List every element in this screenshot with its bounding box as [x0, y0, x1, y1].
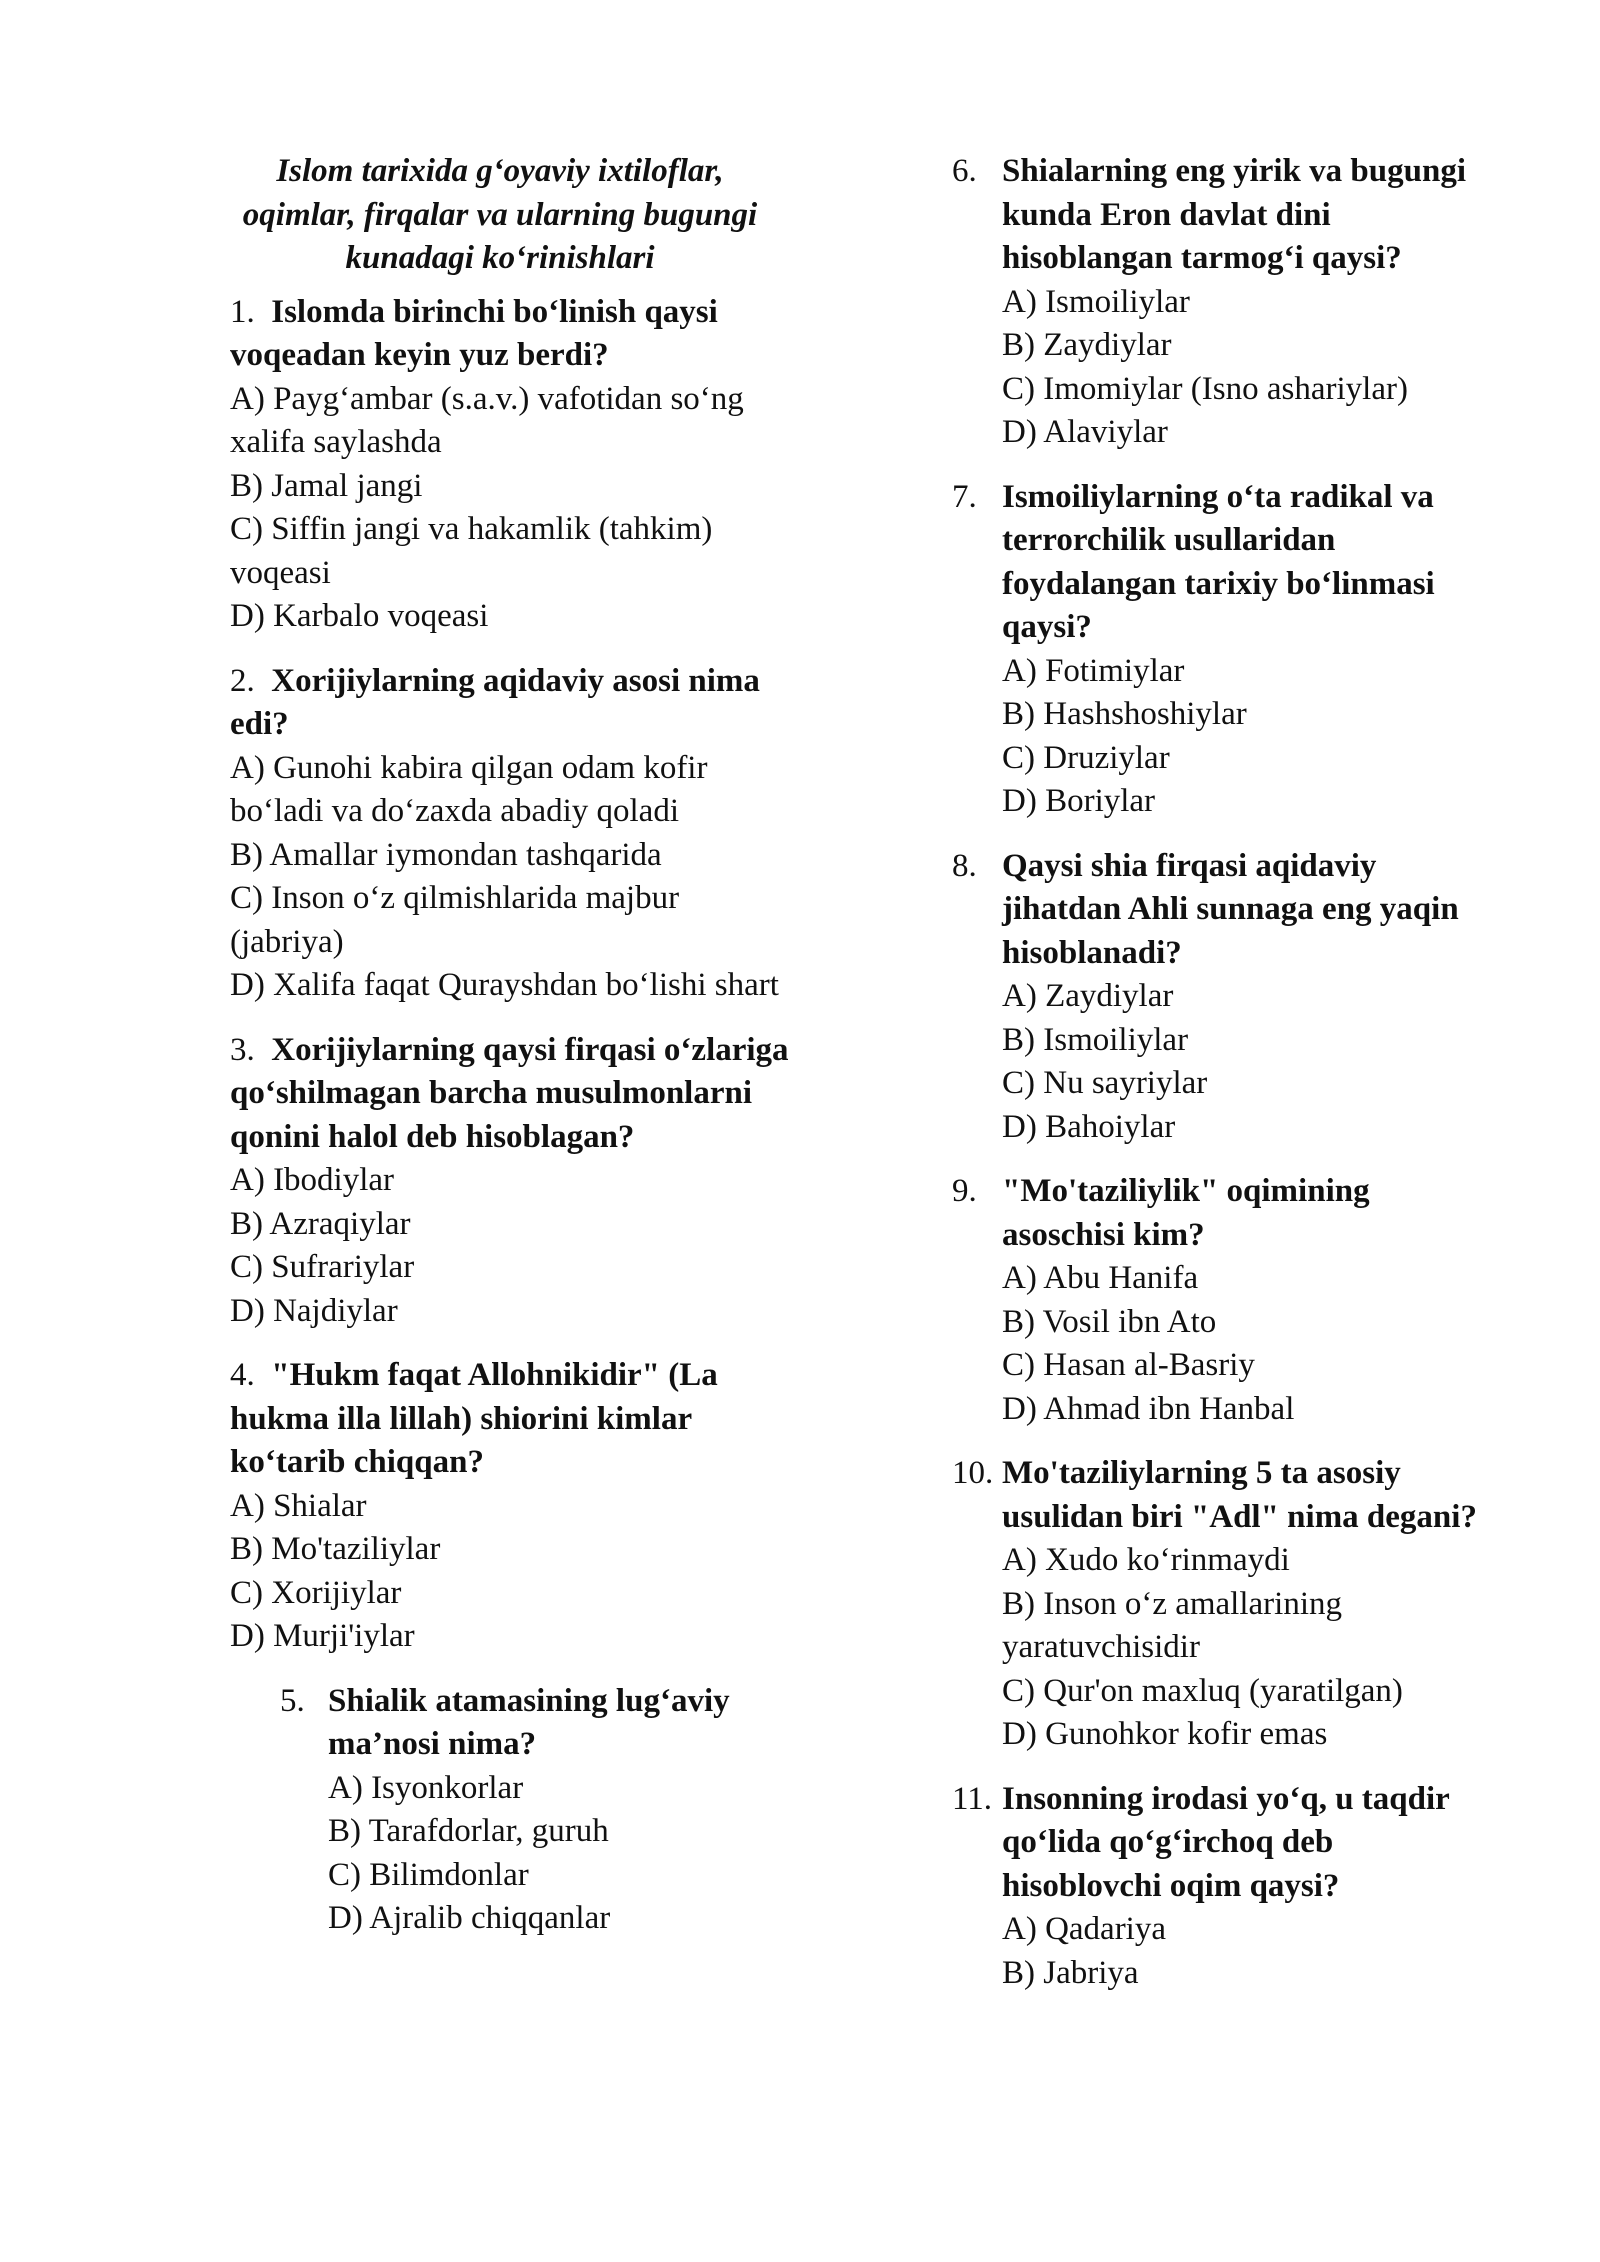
question-5 [230, 1680, 800, 1941]
option-b: B) Zaydiylar [1002, 327, 1172, 363]
question-text: Shialarning eng yirik va bugungi kunda Eron davlat dini hisoblangan tarmog‘i qaysi? [1002, 153, 1466, 276]
option-d: D) Najdiylar [230, 1292, 398, 1329]
option-d: D) Ajralib chiqqanlar [328, 1900, 611, 1936]
document-title: Islom tarixida g‘oyaviy ixtiloflar, oqimlar, firqalar va ularning bugungi kunadagi ko‘rinishlari [242, 153, 758, 276]
question-label: Xorijiylarning aqidaviy asosi nima edi? [230, 662, 760, 742]
option-d: D) Alaviylar [1002, 414, 1168, 450]
question-number: 10. [952, 1455, 994, 1491]
question-number: 4. [230, 1357, 255, 1393]
question-number: 7. [952, 478, 977, 515]
question-number: 5. [280, 1682, 305, 1719]
question-text: "Mo'taziliylik" oqimining asoschisi kim? [1002, 1173, 1370, 1253]
question-number: 8. [952, 847, 977, 884]
option-c: C) Xorijiylar [230, 1574, 402, 1611]
option-d: D) Bahoiylar [1002, 1108, 1176, 1145]
option-a: A) Zaydiylar [1002, 978, 1174, 1014]
question-text: Insonning irodasi yo‘q, u taqdir qo‘lida qo‘g‘irchoq deb hisoblovchi oqim qaysi? [1002, 1780, 1450, 1904]
option-d: D) Karbalo voqeasi [230, 598, 489, 634]
left-column [230, 150, 800, 1962]
option-b: B) Vosil ibn Ato [1002, 1303, 1217, 1340]
question-text [230, 1029, 800, 1160]
question-4 [230, 1354, 800, 1659]
option-a: A) Qadariya [1002, 1911, 1167, 1947]
question-3 [230, 1029, 800, 1334]
right-column [952, 150, 1497, 2016]
option-a: A) Payg‘ambar (s.a.v.) vafotidan so‘ng xalifa saylashda [230, 380, 744, 460]
question-9 [952, 1170, 1497, 1431]
option-b: B) Hashshoshiylar [1002, 696, 1247, 732]
question-text [230, 1354, 800, 1485]
option-d: D) Xalifa faqat Qurayshdan bo‘lishi shart [230, 967, 779, 1003]
question-number: 3. [230, 1031, 255, 1068]
question-number: 9. [952, 1173, 977, 1209]
question-1 [230, 291, 800, 639]
option-a: A) Ibodiylar [230, 1162, 395, 1198]
question-text [230, 291, 800, 378]
question-text: Ismoiliylarning o‘ta radikal va terrorchilik usullaridan foydalangan tarixiy bo‘linmasi qaysi? [1002, 478, 1435, 645]
option-a: A) Shialar [230, 1487, 367, 1524]
option-a: A) Ismoiliylar [1002, 283, 1190, 320]
question-label: "Hukm faqat Allohnikidir" (La hukma illa lillah) shiorini kimlar ko‘tarib chiqqan? [230, 1357, 718, 1480]
question-number: 1. [230, 293, 255, 330]
option-d: D) Boriylar [1002, 783, 1156, 819]
option-b: B) Inson o‘z amallarining yaratuvchisidir [1002, 1585, 1342, 1665]
question-text: Mo'taziliylarning 5 ta asosiy usulidan biri "Adl" nima degani? [1002, 1455, 1477, 1535]
question-number: 11. [952, 1780, 993, 1817]
option-b: B) Tarafdorlar, guruh [328, 1813, 609, 1849]
question-label: Islomda birinchi bo‘linish qaysi voqeadan keyin yuz berdi? [230, 293, 718, 373]
option-c: C) Qur'on maxluq (yaratilgan) [1002, 1672, 1403, 1709]
option-c: C) Druziylar [1002, 739, 1170, 776]
question-11 [952, 1778, 1497, 1996]
option-c: C) Nu sayriylar [1002, 1065, 1208, 1101]
option-c: C) Bilimdonlar [328, 1856, 529, 1893]
option-d: D) Gunohkor kofir emas [1002, 1716, 1328, 1752]
option-c: C) Imomiylar (Isno ashariylar) [1002, 370, 1408, 407]
option-a: A) Gunohi kabira qilgan odam kofir bo‘ladi va do‘zaxda abadiy qoladi [230, 749, 708, 829]
option-a: A) Fotimiylar [1002, 652, 1185, 689]
question-6 [952, 150, 1497, 455]
option-c: C) Hasan al-Basriy [1002, 1347, 1255, 1383]
option-c: C) Siffin jangi va hakamlik (tahkim) voqeasi [230, 511, 713, 591]
option-b: B) Jabriya [1002, 1954, 1139, 1991]
question-2 [230, 660, 800, 1008]
question-10 [952, 1452, 1497, 1757]
question-text: Qaysi shia firqasi aqidaviy jihatdan Ahli sunnaga eng yaqin hisoblanadi? [1002, 847, 1459, 971]
question-8 [952, 845, 1497, 1150]
question-text [230, 660, 800, 747]
option-b: B) Amallar iymondan tashqarida [230, 836, 662, 873]
option-b: B) Ismoiliylar [1002, 1021, 1189, 1058]
option-b: B) Mo'taziliylar [230, 1531, 441, 1567]
option-c: C) Inson o‘z qilmishlarida majbur (jabriya) [230, 880, 680, 960]
option-b: B) Jamal jangi [230, 467, 423, 504]
question-text: Shialik atamasining lug‘aviy ma’nosi nima? [328, 1682, 730, 1762]
option-c: C) Sufrariylar [230, 1249, 415, 1285]
question-label: Xorijiylarning qaysi firqasi o‘zlariga qo‘shilmagan barcha musulmonlarni qonini halol deb hisoblagan? [230, 1031, 789, 1155]
option-d: D) Ahmad ibn Hanbal [1002, 1390, 1295, 1427]
option-d: D) Murji'iylar [230, 1618, 415, 1654]
option-a: A) Isyonkorlar [328, 1769, 524, 1806]
option-a: A) Abu Hanifa [1002, 1260, 1199, 1296]
question-number: 2. [230, 662, 255, 699]
option-a: A) Xudo ko‘rinmaydi [1002, 1542, 1290, 1578]
question-number: 6. [952, 153, 977, 189]
option-b: B) Azraqiylar [230, 1205, 411, 1242]
question-7 [952, 476, 1497, 824]
